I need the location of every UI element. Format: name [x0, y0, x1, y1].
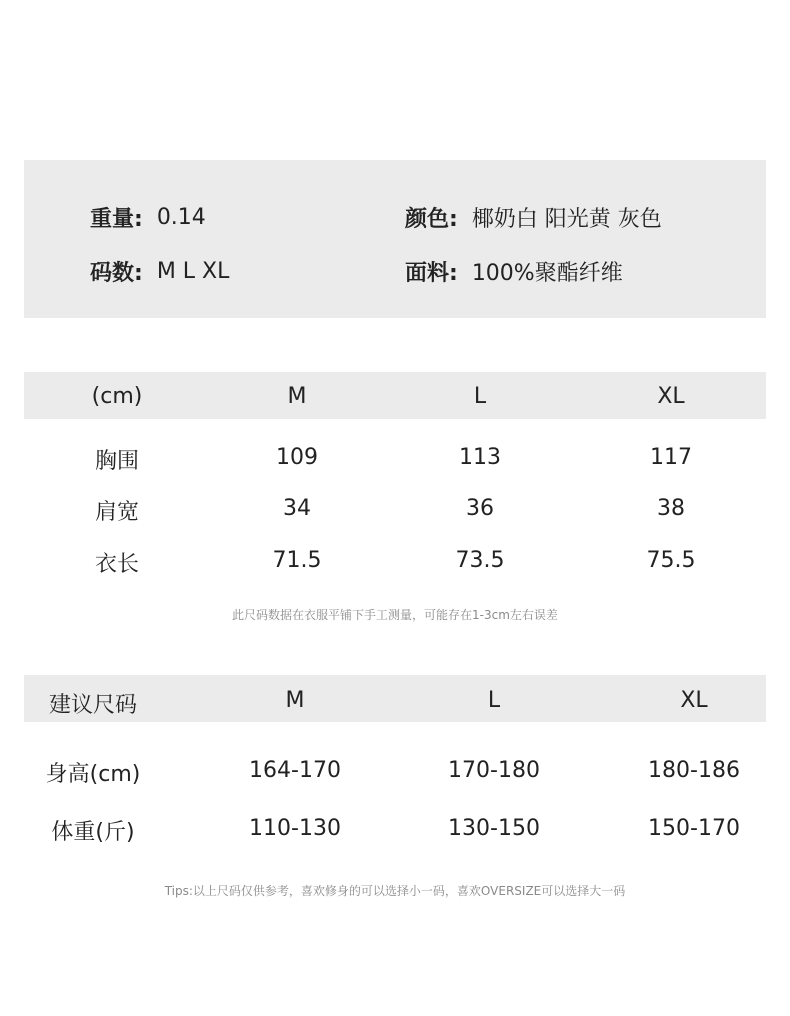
size-tips-note: Tips:以上尺码仅供参考，喜欢修身的可以选择小一码，喜欢OVERSIZE可以选择大一码 — [164, 884, 626, 898]
spec-color — [405, 202, 662, 233]
measure-header-m: M — [287, 384, 307, 409]
measure-cell: 38 — [657, 496, 685, 521]
measure-cell: 34 — [283, 496, 311, 521]
measure-header-unit: (cm) — [91, 384, 143, 409]
measure-cell: 75.5 — [646, 548, 696, 573]
spec-color-value: 椰奶白 阳光黄 灰色 — [471, 207, 662, 232]
measure-cell: 117 — [650, 445, 692, 470]
measure-cell: 109 — [276, 445, 318, 470]
size-cell: 150-170 — [648, 816, 740, 841]
measure-header-xl: XL — [657, 384, 685, 409]
spec-weight — [90, 202, 206, 233]
size-cell: 164-170 — [249, 758, 341, 783]
size-header-title: 建议尺码 — [48, 693, 138, 718]
size-row-label: 体重(斤) — [51, 820, 135, 845]
measure-cell: 113 — [459, 445, 501, 470]
measure-cell: 73.5 — [455, 548, 505, 573]
spec-sizes — [90, 256, 229, 287]
spec-sizes-label: 码数: — [90, 261, 143, 286]
size-cell: 180-186 — [648, 758, 740, 783]
spec-weight-label: 重量: — [90, 207, 143, 232]
spec-fabric-label: 面料: — [405, 261, 458, 286]
measure-note: 此尺码数据在衣服平铺下手工测量，可能存在1-3cm左右误差 — [232, 608, 558, 622]
measure-row-label: 胸围 — [94, 449, 140, 474]
measure-cell: 71.5 — [272, 548, 322, 573]
size-cell: 110-130 — [249, 816, 341, 841]
measure-row-label: 肩宽 — [94, 500, 140, 525]
size-cell: 130-150 — [448, 816, 540, 841]
size-cell: 170-180 — [448, 758, 540, 783]
size-header-xl: XL — [680, 688, 708, 713]
size-row-label: 身高(cm) — [45, 762, 141, 787]
spec-fabric-value: 100%聚酯纤维 — [471, 261, 623, 286]
spec-sizes-value: M L XL — [156, 259, 230, 284]
spec-weight-value: 0.14 — [156, 205, 206, 230]
measure-row-label: 衣长 — [94, 552, 140, 577]
product-spec-box — [24, 160, 766, 318]
spec-fabric — [405, 256, 623, 287]
spec-color-label: 颜色: — [405, 207, 458, 232]
size-header-m: M — [285, 688, 305, 713]
measure-cell: 36 — [466, 496, 494, 521]
measure-header-l: L — [473, 384, 487, 409]
size-header-l: L — [487, 688, 501, 713]
